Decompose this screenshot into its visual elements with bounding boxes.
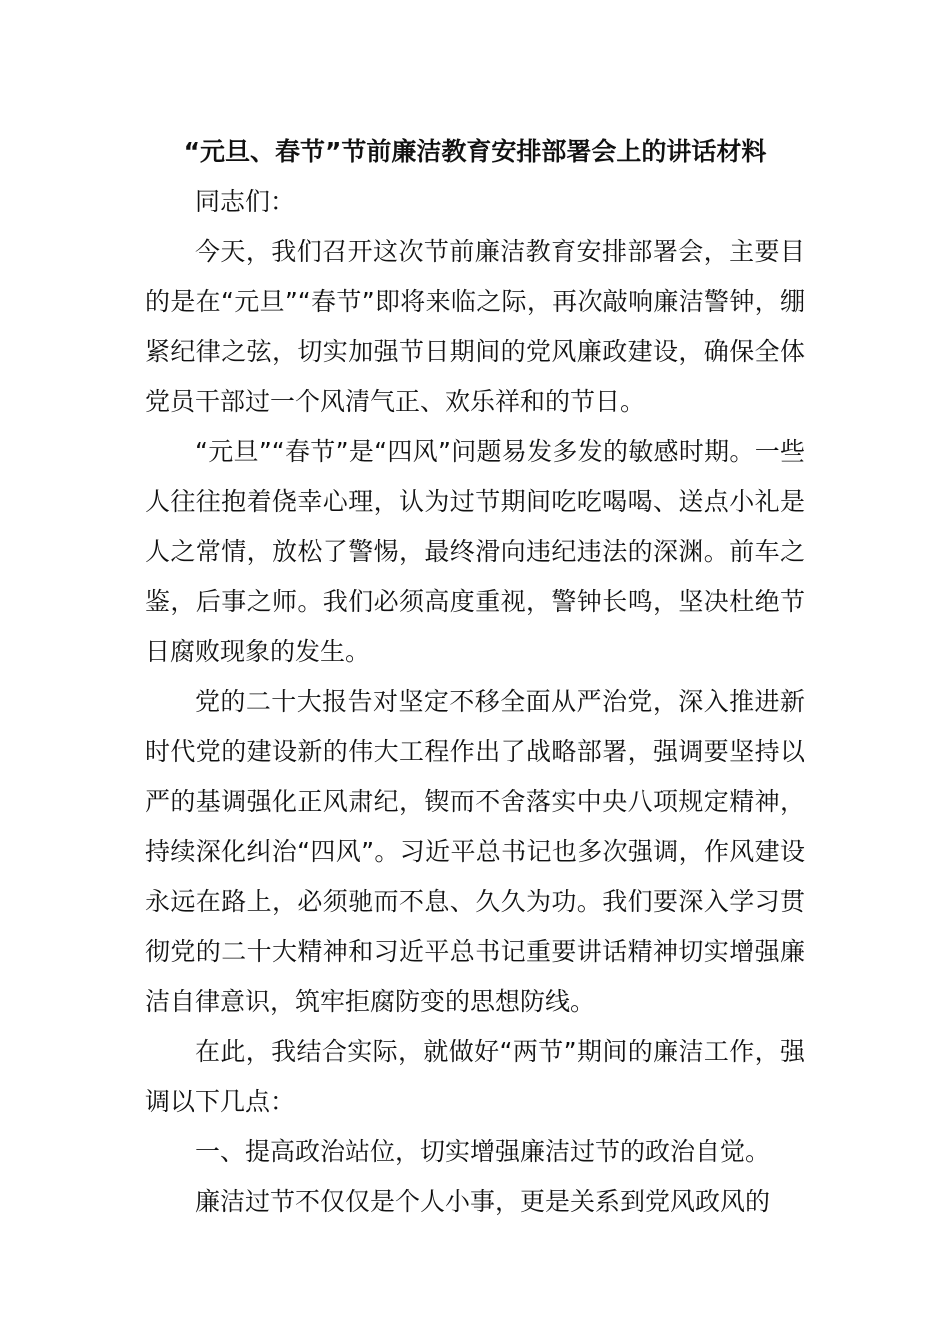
paragraph-section-one: 廉洁过节不仅仅是个人小事，更是关系到党风政风的 [195, 1187, 771, 1216]
paragraph-party-congress: 党的二十大报告对坚定不移全面从严治党，深入推进新时代党的建设新的伟大工程作出了战略部署，强调要坚持以严的基调强化正风肃纪，锲而不舍落实中央八项规定精神，持续深化纠治“四风”。习近平总书记也多次强调，作风建设永远在路上，必须驰而不息、久久为功。我们要深入学习贯彻党的二十大精神和习近平总书记重要讲话精神切实增强廉洁自律意识，筑牢拒腐防变的思想防线。 [145, 687, 805, 1016]
salutation: 同志们： [195, 187, 296, 216]
document-title: “元旦、春节”节前廉洁教育安排部署会上的讲话材料 [183, 137, 767, 166]
section-heading-one: 一、提高政治站位，切实增强廉洁过节的政治自觉。 [195, 1137, 771, 1166]
document-body [145, 127, 805, 1227]
paragraph-points-intro: 在此，我结合实际，就做好“两节”期间的廉洁工作，强调以下几点： [145, 1037, 805, 1116]
paragraph-sensitive-period: “元旦”“春节”是“四风”问题易发多发的敏感时期。一些人往往抱着侥幸心理，认为过节期间吃吃喝喝、送点小礼是人之常情，放松了警惕，最终滑向违纪违法的深渊。前车之鉴，后事之师。我们必须高度重视，警钟长鸣，坚决杜绝节日腐败现象的发生。 [145, 437, 805, 666]
paragraph-intro: 今天，我们召开这次节前廉洁教育安排部署会，主要目的是在“元旦”“春节”即将来临之际，再次敲响廉洁警钟，绷紧纪律之弦，切实加强节日期间的党风廉政建设，确保全体党员干部过一个风清气正、欢乐祥和的节日。 [145, 237, 805, 416]
